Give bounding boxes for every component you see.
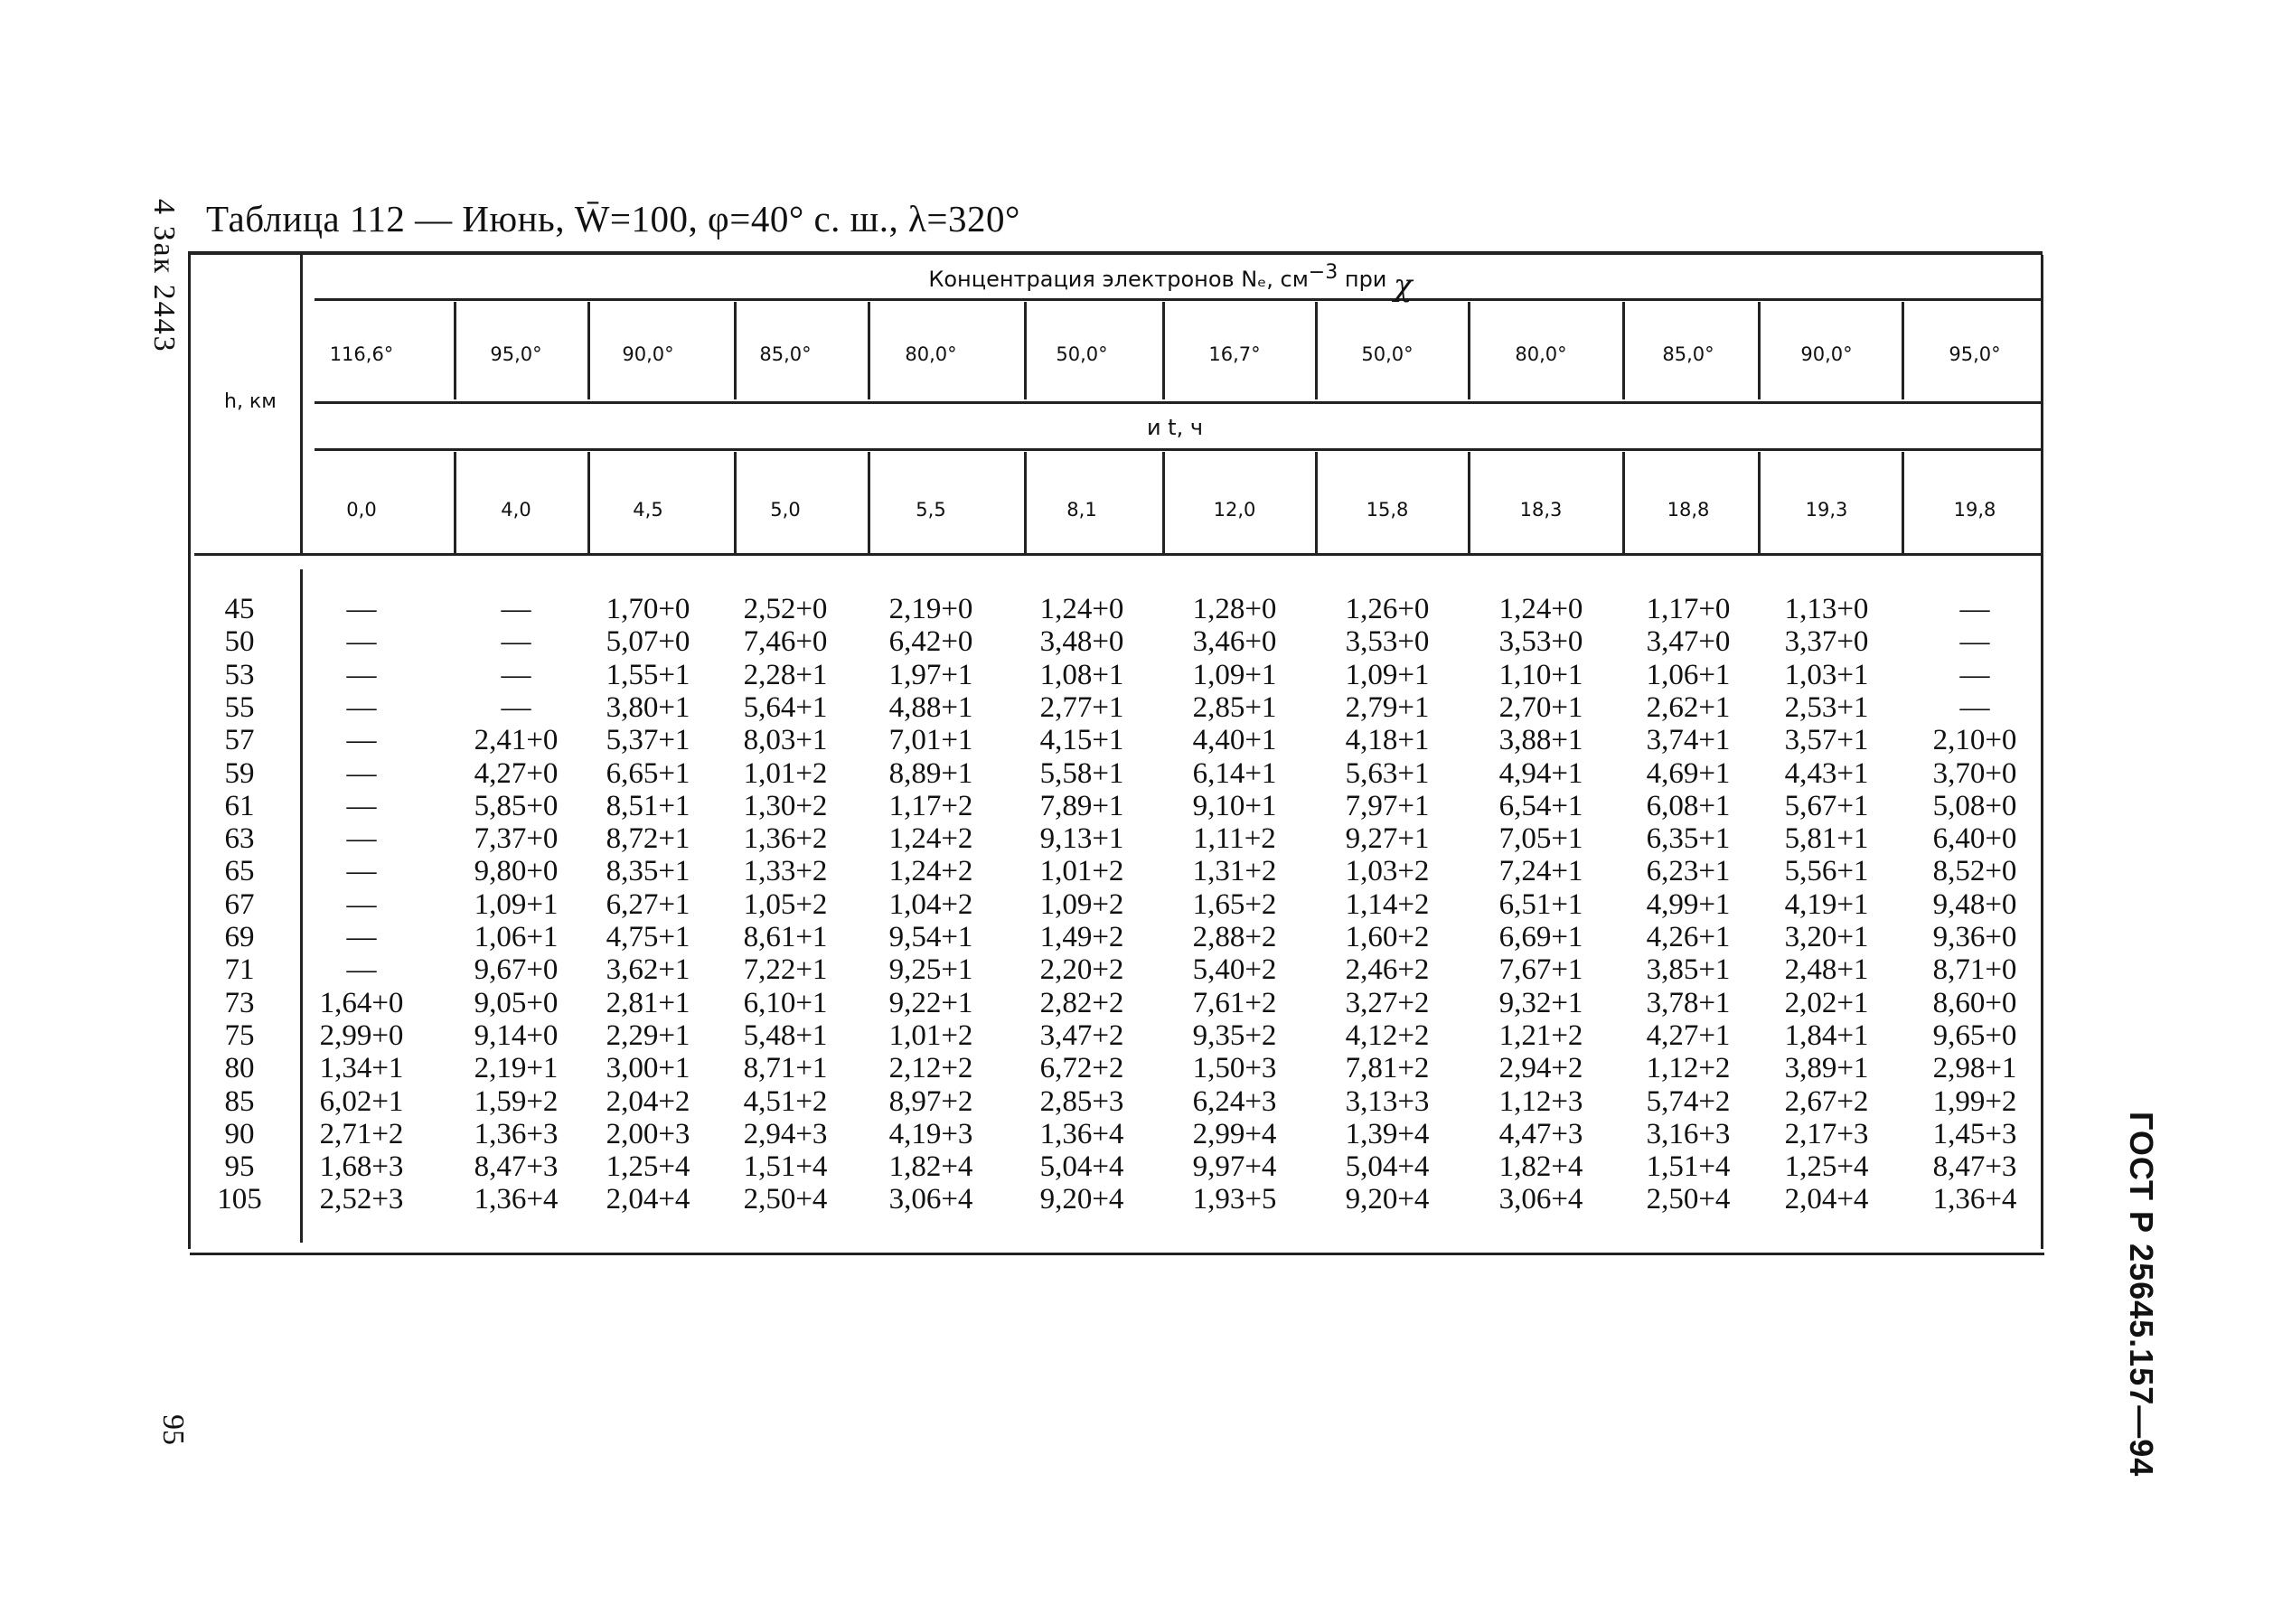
density-cell: 1,25+4 bbox=[606, 1150, 690, 1184]
chi-value-header: 95,0° bbox=[1949, 343, 2001, 365]
density-cell: 9,54+1 bbox=[888, 921, 973, 953]
density-cell: 1,09+1 bbox=[1345, 658, 1430, 691]
density-cell: 4,19+1 bbox=[1784, 887, 1869, 921]
density-cell: 1,45+3 bbox=[1932, 1117, 2017, 1150]
density-cell: 9,25+1 bbox=[888, 953, 973, 987]
density-cell: 2,10+0 bbox=[1932, 724, 2017, 757]
chi-value-header: 85,0° bbox=[1662, 343, 1714, 365]
density-cell: — bbox=[346, 822, 377, 856]
column-divider bbox=[1162, 452, 1165, 553]
density-cell: 4,15+1 bbox=[1039, 724, 1124, 757]
density-cell: 7,67+1 bbox=[1498, 953, 1583, 987]
density-cell: 1,10+1 bbox=[1498, 658, 1583, 691]
density-cell: 3,53+0 bbox=[1498, 625, 1583, 659]
density-cell: 8,51+1 bbox=[606, 789, 690, 822]
column-divider bbox=[1315, 302, 1318, 399]
density-cell: 1,01+2 bbox=[888, 1019, 973, 1052]
density-cell: 5,81+1 bbox=[1784, 822, 1869, 856]
concentration-suffix: при bbox=[1344, 267, 1387, 292]
density-cell: 1,36+2 bbox=[743, 822, 828, 856]
density-cell: 3,48+0 bbox=[1039, 625, 1124, 659]
density-cell: — bbox=[346, 887, 377, 921]
density-cell: 2,98+1 bbox=[1932, 1052, 2017, 1085]
density-cell: 9,22+1 bbox=[888, 986, 973, 1019]
density-cell: 1,60+2 bbox=[1345, 921, 1430, 953]
density-cell: — bbox=[346, 756, 377, 790]
density-cell: 1,51+4 bbox=[1646, 1150, 1731, 1184]
density-cell: 4,51+2 bbox=[743, 1084, 828, 1118]
density-cell: 9,35+2 bbox=[1192, 1019, 1277, 1052]
density-cell: 1,08+1 bbox=[1039, 658, 1124, 691]
t-value-header: 12,0 bbox=[1213, 499, 1256, 521]
density-cell: 2,99+0 bbox=[319, 1019, 404, 1052]
density-cell: 1,14+2 bbox=[1345, 887, 1430, 921]
density-cell: — bbox=[346, 921, 377, 953]
density-cell: 1,39+4 bbox=[1345, 1117, 1430, 1150]
density-cell: — bbox=[346, 658, 377, 691]
t-value-header: 18,8 bbox=[1667, 499, 1710, 521]
chi-value-header: 50,0° bbox=[1056, 343, 1108, 365]
density-cell: 3,62+1 bbox=[606, 953, 690, 987]
density-cell: 2,41+0 bbox=[474, 724, 559, 757]
t-value-header: 0,0 bbox=[346, 499, 377, 521]
density-cell: 2,17+3 bbox=[1784, 1117, 1869, 1150]
density-cell: 2,70+1 bbox=[1498, 690, 1583, 724]
density-cell: 5,85+0 bbox=[474, 789, 559, 822]
chi-value-header: 116,6° bbox=[329, 343, 394, 365]
chi-value-header: 95,0° bbox=[490, 343, 542, 365]
altitude-cell: 90 bbox=[224, 1117, 255, 1150]
density-cell: 2,19+1 bbox=[474, 1052, 559, 1085]
density-cell: 2,50+4 bbox=[1646, 1183, 1731, 1216]
density-cell: 5,48+1 bbox=[743, 1019, 828, 1052]
time-header: и t, ч bbox=[1146, 415, 1204, 440]
density-cell: 9,32+1 bbox=[1498, 986, 1583, 1019]
density-cell: 2,82+2 bbox=[1039, 986, 1124, 1019]
density-cell: 1,36+4 bbox=[474, 1183, 559, 1216]
density-cell: 6,08+1 bbox=[1646, 789, 1731, 822]
density-cell: — bbox=[1959, 690, 1990, 724]
t-value-header: 15,8 bbox=[1366, 499, 1409, 521]
density-cell: 3,16+3 bbox=[1646, 1117, 1731, 1150]
density-cell: 5,64+1 bbox=[743, 690, 828, 724]
density-cell: 4,75+1 bbox=[606, 921, 690, 953]
density-cell: 6,72+2 bbox=[1039, 1052, 1124, 1085]
density-cell: 1,49+2 bbox=[1039, 921, 1124, 953]
column-divider bbox=[1902, 302, 1904, 399]
density-cell: 7,61+2 bbox=[1192, 986, 1277, 1019]
density-cell: 9,67+0 bbox=[474, 953, 559, 987]
density-cell: 9,14+0 bbox=[474, 1019, 559, 1052]
column-divider bbox=[1902, 452, 1904, 553]
density-cell: 3,00+1 bbox=[606, 1052, 690, 1085]
density-cell: 4,27+1 bbox=[1646, 1019, 1731, 1052]
density-cell: 8,47+3 bbox=[1932, 1150, 2017, 1184]
density-cell: 3,27+2 bbox=[1345, 986, 1430, 1019]
density-cell: — bbox=[501, 625, 531, 659]
altitude-cell: 95 bbox=[224, 1150, 255, 1184]
h-column-header: h, км bbox=[224, 390, 277, 413]
column-divider bbox=[1468, 302, 1470, 399]
density-cell: 2,53+1 bbox=[1784, 690, 1869, 724]
density-cell: 1,03+2 bbox=[1345, 855, 1430, 888]
density-cell: 1,24+0 bbox=[1039, 593, 1124, 625]
column-divider bbox=[1162, 302, 1165, 399]
density-cell: 2,00+3 bbox=[606, 1117, 690, 1150]
header-rule-4 bbox=[194, 553, 2041, 556]
density-cell: 9,20+4 bbox=[1345, 1183, 1430, 1216]
density-cell: 7,05+1 bbox=[1498, 822, 1583, 856]
density-cell: 2,04+2 bbox=[606, 1084, 690, 1118]
density-cell: 1,06+1 bbox=[1646, 658, 1731, 691]
density-cell: 7,24+1 bbox=[1498, 855, 1583, 888]
density-cell: 5,67+1 bbox=[1784, 789, 1869, 822]
concentration-exponent: −3 bbox=[1308, 261, 1338, 284]
density-cell: 1,99+2 bbox=[1932, 1084, 2017, 1118]
density-cell: 6,23+1 bbox=[1646, 855, 1731, 888]
density-cell: 2,46+2 bbox=[1345, 953, 1430, 987]
density-cell: 5,40+2 bbox=[1192, 953, 1277, 987]
density-cell: 1,11+2 bbox=[1193, 822, 1276, 856]
density-cell: — bbox=[346, 789, 377, 822]
density-cell: 4,69+1 bbox=[1646, 756, 1731, 790]
density-cell: 8,71+1 bbox=[743, 1052, 828, 1085]
altitude-cell: 50 bbox=[224, 625, 255, 659]
density-cell: 2,67+2 bbox=[1784, 1084, 1869, 1118]
altitude-cell: 71 bbox=[224, 953, 255, 987]
density-cell: 1,36+4 bbox=[1932, 1183, 2017, 1216]
density-cell: — bbox=[1959, 658, 1990, 691]
density-cell: 1,59+2 bbox=[474, 1084, 559, 1118]
density-cell: 8,72+1 bbox=[606, 822, 690, 856]
density-cell: 8,47+3 bbox=[474, 1150, 559, 1184]
density-cell: 2,12+2 bbox=[888, 1052, 973, 1085]
page-number: 95 bbox=[156, 1414, 190, 1445]
density-cell: 1,30+2 bbox=[743, 789, 828, 822]
density-cell: 6,65+1 bbox=[606, 756, 690, 790]
density-cell: 3,88+1 bbox=[1498, 724, 1583, 757]
density-cell: 1,93+5 bbox=[1192, 1183, 1277, 1216]
density-cell: — bbox=[1959, 593, 1990, 625]
altitude-cell: 65 bbox=[224, 855, 255, 888]
density-cell: 7,22+1 bbox=[743, 953, 828, 987]
density-cell: 1,97+1 bbox=[888, 658, 973, 691]
density-cell: 6,54+1 bbox=[1498, 789, 1583, 822]
density-cell: 8,35+1 bbox=[606, 855, 690, 888]
density-cell: 1,05+2 bbox=[743, 887, 828, 921]
density-cell: 2,94+3 bbox=[743, 1117, 828, 1150]
density-cell: 9,13+1 bbox=[1039, 822, 1124, 856]
density-cell: 2,85+3 bbox=[1039, 1084, 1124, 1118]
density-cell: 5,58+1 bbox=[1039, 756, 1124, 790]
density-cell: 9,48+0 bbox=[1932, 887, 2017, 921]
density-cell: — bbox=[346, 855, 377, 888]
t-value-header: 4,5 bbox=[633, 499, 663, 521]
density-cell: 1,36+4 bbox=[1039, 1117, 1124, 1150]
density-cell: 1,82+4 bbox=[888, 1150, 973, 1184]
density-cell: 6,14+1 bbox=[1192, 756, 1277, 790]
density-cell: 2,88+2 bbox=[1192, 921, 1277, 953]
chi-value-header: 90,0° bbox=[1800, 343, 1853, 365]
density-cell: 8,60+0 bbox=[1932, 986, 2017, 1019]
density-cell: 4,19+3 bbox=[888, 1117, 973, 1150]
density-cell: 7,89+1 bbox=[1039, 789, 1124, 822]
density-cell: 6,02+1 bbox=[319, 1084, 404, 1118]
t-value-header: 8,1 bbox=[1066, 499, 1097, 521]
density-cell: — bbox=[346, 625, 377, 659]
standard-code: ГОСТ Р 25645.157—94 bbox=[2123, 1112, 2160, 1478]
t-value-header: 19,8 bbox=[1953, 499, 1996, 521]
density-cell: 1,24+2 bbox=[888, 822, 973, 856]
density-cell: 4,40+1 bbox=[1192, 724, 1277, 757]
chi-value-header: 80,0° bbox=[905, 343, 957, 365]
density-cell: 4,26+1 bbox=[1646, 921, 1731, 953]
chi-value-header: 16,7° bbox=[1208, 343, 1261, 365]
density-cell: 3,70+0 bbox=[1932, 756, 2017, 790]
header-rule-3 bbox=[315, 448, 2041, 451]
density-cell: 2,52+0 bbox=[743, 593, 828, 625]
density-cell: 4,12+2 bbox=[1345, 1019, 1430, 1052]
t-value-header: 5,5 bbox=[916, 499, 946, 521]
density-cell: 1,64+0 bbox=[319, 986, 404, 1019]
density-cell: 4,27+0 bbox=[474, 756, 559, 790]
density-cell: 2,20+2 bbox=[1039, 953, 1124, 987]
density-cell: 4,18+1 bbox=[1345, 724, 1430, 757]
density-cell: 1,65+2 bbox=[1192, 887, 1277, 921]
density-cell: 1,31+2 bbox=[1192, 855, 1277, 888]
density-cell: 8,89+1 bbox=[888, 756, 973, 790]
chi-value-header: 85,0° bbox=[759, 343, 812, 365]
density-cell: 1,25+4 bbox=[1784, 1150, 1869, 1184]
altitude-cell: 63 bbox=[224, 822, 255, 856]
density-cell: 4,43+1 bbox=[1784, 756, 1869, 790]
density-cell: 1,03+1 bbox=[1784, 658, 1869, 691]
density-cell: 5,74+2 bbox=[1646, 1084, 1731, 1118]
t-value-header: 19,3 bbox=[1805, 499, 1848, 521]
density-cell: 2,02+1 bbox=[1784, 986, 1869, 1019]
density-cell: 5,07+0 bbox=[606, 625, 690, 659]
density-cell: 9,20+4 bbox=[1039, 1183, 1124, 1216]
density-cell: 1,13+0 bbox=[1784, 593, 1869, 625]
chi-value-header: 50,0° bbox=[1361, 343, 1414, 365]
table-title: Таблица 112 — Июнь, W̄=100, φ=40° с. ш., λ=320° bbox=[206, 198, 1020, 239]
density-cell: 6,51+1 bbox=[1498, 887, 1583, 921]
density-cell: 7,81+2 bbox=[1345, 1052, 1430, 1085]
density-cell: 3,06+4 bbox=[1498, 1183, 1583, 1216]
density-cell: 4,99+1 bbox=[1646, 887, 1731, 921]
density-cell: 2,79+1 bbox=[1345, 690, 1430, 724]
density-cell: 9,65+0 bbox=[1932, 1019, 2017, 1052]
density-cell: 7,37+0 bbox=[474, 822, 559, 856]
density-cell: 1,06+1 bbox=[474, 921, 559, 953]
density-cell: 2,85+1 bbox=[1192, 690, 1277, 724]
altitude-cell: 55 bbox=[224, 690, 255, 724]
header-rule-2 bbox=[315, 401, 2041, 404]
density-cell: 9,80+0 bbox=[474, 855, 559, 888]
altitude-cell: 105 bbox=[217, 1183, 262, 1216]
density-cell: 9,10+1 bbox=[1192, 789, 1277, 822]
t-value-header: 4,0 bbox=[501, 499, 531, 521]
chi-value-header: 90,0° bbox=[622, 343, 674, 365]
density-cell: 1,24+2 bbox=[888, 855, 973, 888]
density-cell: 1,01+2 bbox=[743, 756, 828, 790]
density-cell: 1,84+1 bbox=[1784, 1019, 1869, 1052]
density-cell: 3,47+0 bbox=[1646, 625, 1731, 659]
density-cell: 6,27+1 bbox=[606, 887, 690, 921]
density-cell: — bbox=[1959, 625, 1990, 659]
density-cell: 1,17+2 bbox=[888, 789, 973, 822]
density-cell: 5,63+1 bbox=[1345, 756, 1430, 790]
chi-value-header: 80,0° bbox=[1515, 343, 1567, 365]
density-cell: 2,04+4 bbox=[1784, 1183, 1869, 1216]
density-cell: 5,04+4 bbox=[1345, 1150, 1430, 1184]
table-bottom-rule bbox=[190, 1253, 2044, 1255]
density-cell: 3,74+1 bbox=[1646, 724, 1731, 757]
altitude-cell: 45 bbox=[224, 593, 255, 625]
density-cell: 6,42+0 bbox=[888, 625, 973, 659]
density-cell: 6,40+0 bbox=[1932, 822, 2017, 856]
density-cell: 8,52+0 bbox=[1932, 855, 2017, 888]
density-cell: 2,29+1 bbox=[606, 1019, 690, 1052]
altitude-cell: 57 bbox=[224, 724, 255, 757]
density-cell: 9,27+1 bbox=[1345, 822, 1430, 856]
density-cell: 3,57+1 bbox=[1784, 724, 1869, 757]
altitude-cell: 53 bbox=[224, 658, 255, 691]
density-cell: 1,70+0 bbox=[606, 593, 690, 625]
chi-symbol: χ bbox=[1394, 268, 1413, 304]
density-cell: 3,47+2 bbox=[1039, 1019, 1124, 1052]
density-cell: 3,13+3 bbox=[1345, 1084, 1430, 1118]
density-cell: 7,97+1 bbox=[1345, 789, 1430, 822]
density-cell: 3,85+1 bbox=[1646, 953, 1731, 987]
density-cell: 1,68+3 bbox=[319, 1150, 404, 1184]
density-cell: 1,09+2 bbox=[1039, 887, 1124, 921]
density-cell: 2,62+1 bbox=[1646, 690, 1731, 724]
density-cell: 8,71+0 bbox=[1932, 953, 2017, 987]
density-cell: 9,36+0 bbox=[1932, 921, 2017, 953]
density-cell: 4,94+1 bbox=[1498, 756, 1583, 790]
column-divider bbox=[1315, 452, 1318, 553]
density-cell: 1,51+4 bbox=[743, 1150, 828, 1184]
density-cell: — bbox=[501, 593, 531, 625]
table-left-border bbox=[188, 255, 191, 1249]
density-cell: 1,82+4 bbox=[1498, 1150, 1583, 1184]
density-cell: 9,05+0 bbox=[474, 986, 559, 1019]
t-value-header: 5,0 bbox=[770, 499, 801, 521]
print-order-note: 4 Зак 2443 bbox=[147, 199, 181, 353]
density-cell: 1,04+2 bbox=[888, 887, 973, 921]
density-cell: 2,99+4 bbox=[1192, 1117, 1277, 1150]
density-cell: 5,37+1 bbox=[606, 724, 690, 757]
density-cell: 2,50+4 bbox=[743, 1183, 828, 1216]
density-cell: 1,28+0 bbox=[1192, 593, 1277, 625]
density-cell: 1,55+1 bbox=[606, 658, 690, 691]
density-cell: 1,09+1 bbox=[474, 887, 559, 921]
altitude-cell: 61 bbox=[224, 789, 255, 822]
density-cell: 8,61+1 bbox=[743, 921, 828, 953]
density-cell: 1,01+2 bbox=[1039, 855, 1124, 888]
t-value-header: 18,3 bbox=[1519, 499, 1563, 521]
density-cell: 3,37+0 bbox=[1784, 625, 1869, 659]
density-cell: — bbox=[346, 724, 377, 757]
density-cell: 2,19+0 bbox=[888, 593, 973, 625]
density-cell: 3,89+1 bbox=[1784, 1052, 1869, 1085]
density-cell: 3,20+1 bbox=[1784, 921, 1869, 953]
density-cell: 1,24+0 bbox=[1498, 593, 1583, 625]
density-cell: 5,56+1 bbox=[1784, 855, 1869, 888]
density-cell: 1,36+3 bbox=[474, 1117, 559, 1150]
concentration-header bbox=[298, 255, 2043, 304]
density-cell: — bbox=[346, 593, 377, 625]
altitude-cell: 75 bbox=[224, 1019, 255, 1052]
density-cell: 2,77+1 bbox=[1039, 690, 1124, 724]
density-cell: 3,53+0 bbox=[1345, 625, 1430, 659]
density-cell: 8,97+2 bbox=[888, 1084, 973, 1118]
density-cell: — bbox=[501, 658, 531, 691]
density-cell: 1,26+0 bbox=[1345, 593, 1430, 625]
density-cell: 1,21+2 bbox=[1498, 1019, 1583, 1052]
density-cell: 5,08+0 bbox=[1932, 789, 2017, 822]
altitude-cell: 69 bbox=[224, 921, 255, 953]
density-cell: 1,12+2 bbox=[1646, 1052, 1731, 1085]
density-cell: 6,35+1 bbox=[1646, 822, 1731, 856]
density-cell: 2,71+2 bbox=[319, 1117, 404, 1150]
density-cell: 1,33+2 bbox=[743, 855, 828, 888]
altitude-cell: 73 bbox=[224, 986, 255, 1019]
density-cell: — bbox=[501, 690, 531, 724]
density-cell: 2,28+1 bbox=[743, 658, 828, 691]
density-cell: 5,04+4 bbox=[1039, 1150, 1124, 1184]
density-cell: 4,88+1 bbox=[888, 690, 973, 724]
density-cell: 1,17+0 bbox=[1646, 593, 1731, 625]
density-cell: 2,52+3 bbox=[319, 1183, 404, 1216]
density-cell: 9,97+4 bbox=[1192, 1150, 1277, 1184]
density-cell: 2,81+1 bbox=[606, 986, 690, 1019]
density-cell: 3,80+1 bbox=[606, 690, 690, 724]
density-cell: 2,04+4 bbox=[606, 1183, 690, 1216]
density-cell: — bbox=[346, 690, 377, 724]
density-cell: 7,01+1 bbox=[888, 724, 973, 757]
density-cell: 6,10+1 bbox=[743, 986, 828, 1019]
density-cell: — bbox=[346, 953, 377, 987]
altitude-cell: 85 bbox=[224, 1084, 255, 1118]
density-cell: 1,09+1 bbox=[1192, 658, 1277, 691]
altitude-cell: 59 bbox=[224, 756, 255, 790]
density-cell: 6,24+3 bbox=[1192, 1084, 1277, 1118]
density-cell: 7,46+0 bbox=[743, 625, 828, 659]
density-cell: 2,48+1 bbox=[1784, 953, 1869, 987]
density-cell: 3,46+0 bbox=[1192, 625, 1277, 659]
density-cell: 8,03+1 bbox=[743, 724, 828, 757]
density-cell: 4,47+3 bbox=[1498, 1117, 1583, 1150]
density-cell: 2,94+2 bbox=[1498, 1052, 1583, 1085]
concentration-label: Концентрация электронов Nₑ, см bbox=[928, 267, 1309, 292]
altitude-cell: 67 bbox=[224, 887, 255, 921]
density-cell: 1,50+3 bbox=[1192, 1052, 1277, 1085]
density-cell: 1,12+3 bbox=[1498, 1084, 1583, 1118]
density-cell: 6,69+1 bbox=[1498, 921, 1583, 953]
density-cell: 1,34+1 bbox=[319, 1052, 404, 1085]
density-cell: 3,78+1 bbox=[1646, 986, 1731, 1019]
column-divider bbox=[1468, 452, 1470, 553]
altitude-cell: 80 bbox=[224, 1052, 255, 1085]
density-cell: 3,06+4 bbox=[888, 1183, 973, 1216]
